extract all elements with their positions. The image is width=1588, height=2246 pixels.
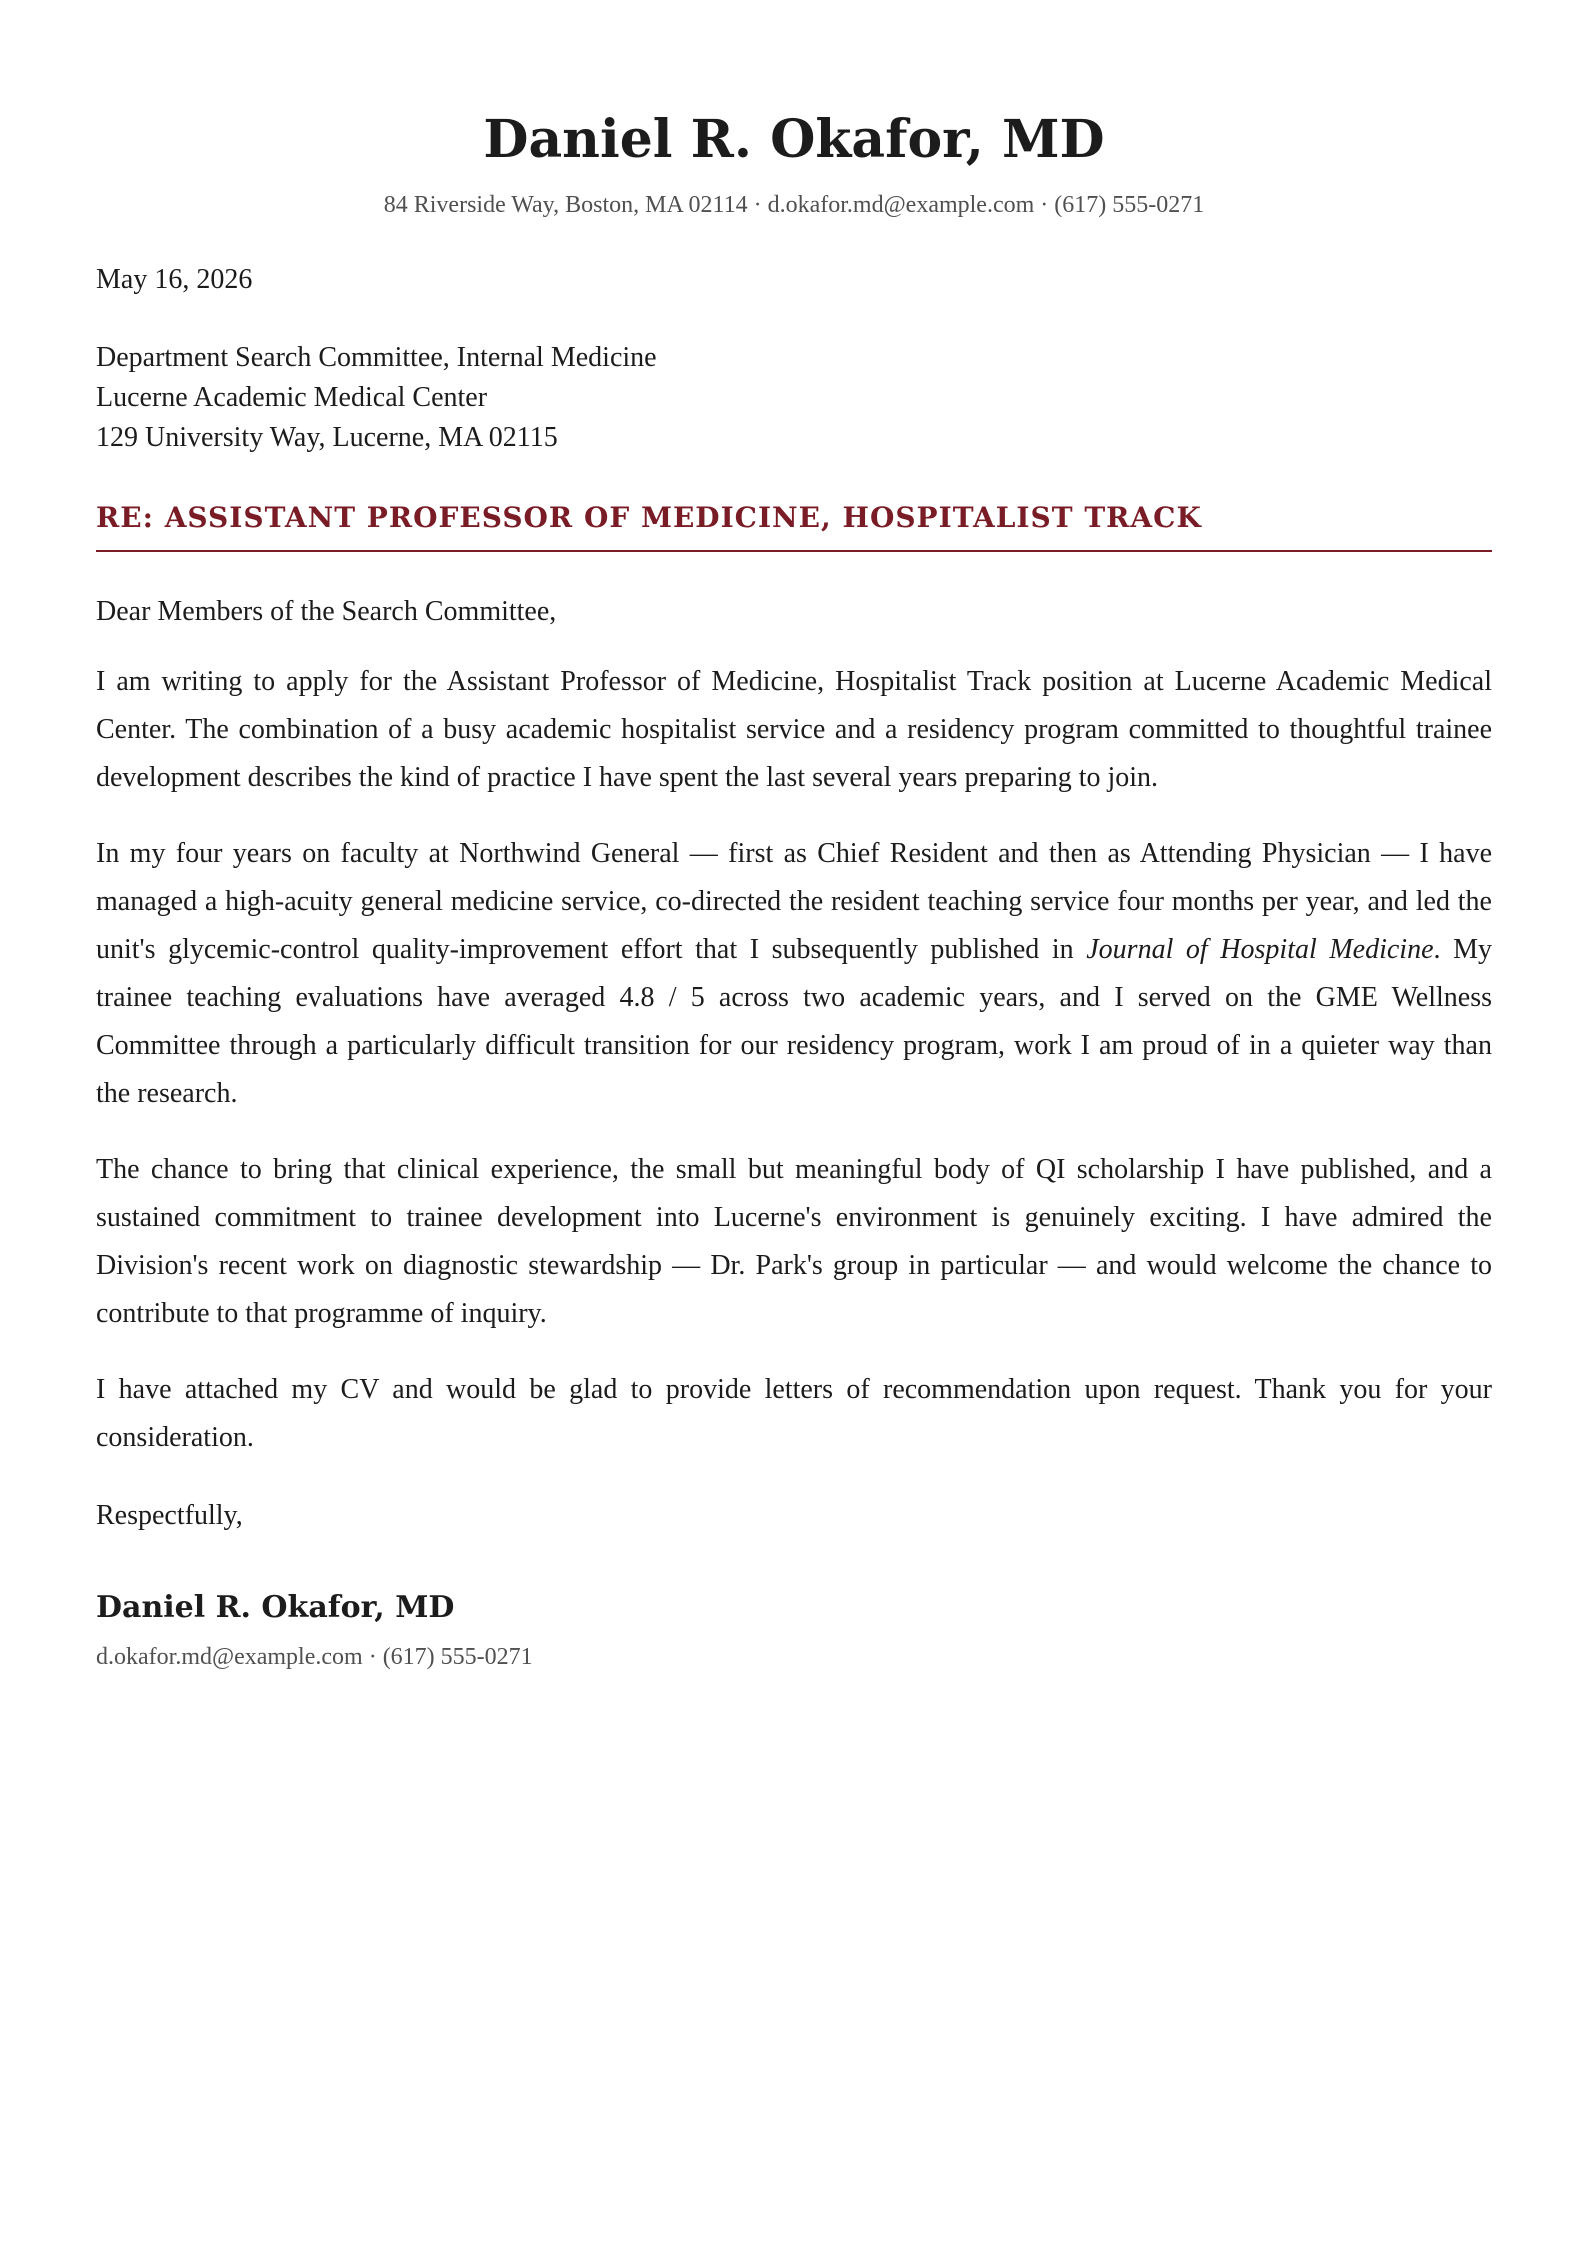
body-paragraph-2: [96, 830, 1492, 1118]
signature-name: Daniel R. Okafor, MD: [96, 1590, 455, 1625]
recipient-address: [96, 338, 1492, 458]
signature-contact: d.okafor.md@example.com · (617) 555-0271: [96, 1644, 533, 1670]
letterhead: [96, 0, 1492, 220]
letter-date: May 16, 2026: [96, 264, 253, 295]
body-paragraph-1: I am writing to apply for the Assistant Professor of Medicine, Hospitalist Track position at Lucerne Academic Medical Center. The combination of a busy academic hospitalist service and a residency program committed to thoughtful trainee development describes the kind of practice I have spent the last several years preparing to join.: [96, 666, 1492, 793]
body-paragraph-4: I have attached my CV and would be glad to provide letters of recommendation upon request. Thank you for your consideration.: [96, 1374, 1492, 1453]
body-paragraph-3: The chance to bring that clinical experience, the small but meaningful body of QI scholarship I have published, and a sustained commitment to trainee development into Lucerne's environment is genuinely exciting. I have admired the Division's recent work on diagnostic stewardship — Dr. Park's group in particular — and would welcome the chance to contribute to that programme of inquiry.: [96, 1154, 1492, 1329]
journal-title: Journal of Hospital Medicine: [1086, 934, 1434, 965]
paragraph-text: In my four years on faculty at Northwind General — first as Chief Resident and then as Attending Physician — I have managed a high-acuity general medicine service, co-directed the resident teaching service four months per year, and led the unit's glycemic-control quality-improvement effort that I subsequently published in: [96, 838, 1492, 965]
sender-contact: 84 Riverside Way, Boston, MA 02114 · d.okafor.md@example.com · (617) 555-0271: [383, 192, 1205, 218]
sender-name: Daniel R. Okafor, MD: [483, 109, 1105, 170]
closing: Respectfully,: [96, 1500, 243, 1531]
paragraph-text: . My trainee teaching evaluations have averaged 4.8 / 5 across two academic years, and I served on the GME Wellness Committee through a particularly difficult transition for our residency program, work I am proud of in a quieter way than the research.: [96, 934, 1492, 1109]
salutation: Dear Members of the Search Committee,: [96, 596, 557, 627]
subject-line: RE: ASSISTANT PROFESSOR OF MEDICINE, HOSPITALIST TRACK: [96, 498, 1492, 552]
recipient-line: Lucerne Academic Medical Center: [96, 382, 488, 413]
recipient-line: 129 University Way, Lucerne, MA 02115: [96, 422, 558, 453]
recipient-line: Department Search Committee, Internal Medicine: [96, 342, 657, 373]
